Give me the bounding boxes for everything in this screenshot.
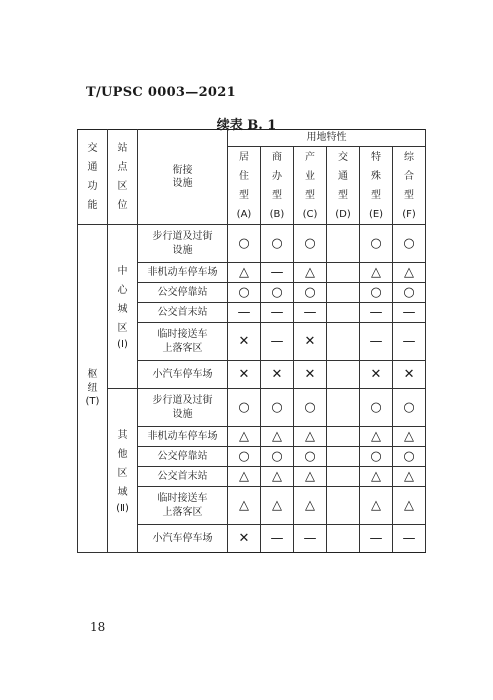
header-landuse-type: 特 殊 型 (E)	[360, 147, 393, 225]
suitability-cell: ○	[228, 389, 261, 427]
suitability-cell: △	[228, 467, 261, 487]
suitability-cell	[327, 323, 360, 361]
suitability-cell: ○	[294, 447, 327, 467]
suitability-cell: ✕	[228, 361, 261, 389]
suitability-cell: ○	[294, 225, 327, 263]
suitability-cell	[327, 263, 360, 283]
suitability-cell: ○	[228, 225, 261, 263]
suitability-cell: —	[393, 303, 426, 323]
suitability-cell: ○	[393, 283, 426, 303]
suitability-cell	[327, 283, 360, 303]
suitability-cell: ✕	[228, 525, 261, 553]
suitability-cell: ○	[294, 389, 327, 427]
suitability-cell	[327, 361, 360, 389]
header-landuse-type: 居 住 型 (A)	[228, 147, 261, 225]
header-landuse: 用地特性	[228, 130, 426, 147]
header-function: 交通功能	[78, 130, 108, 225]
facility-cell: 公交首末站	[138, 303, 228, 323]
zone-code: (Ⅰ)	[117, 338, 128, 350]
land-use-table	[77, 129, 426, 553]
suitability-cell: —	[360, 525, 393, 553]
suitability-cell: △	[360, 427, 393, 447]
suitability-cell: ○	[393, 225, 426, 263]
suitability-cell: △	[393, 487, 426, 525]
facility-cell: 步行道及过街 设施	[138, 389, 228, 427]
suitability-cell: ○	[360, 389, 393, 427]
facility-cell: 公交首末站	[138, 467, 228, 487]
suitability-cell: ○	[360, 447, 393, 467]
suitability-cell: —	[360, 323, 393, 361]
suitability-cell: ○	[294, 283, 327, 303]
suitability-cell	[327, 447, 360, 467]
suitability-cell: —	[393, 525, 426, 553]
zone-cell: 中心城区 (Ⅰ)	[108, 225, 138, 389]
facility-cell: 公交停靠站	[138, 283, 228, 303]
suitability-cell: ○	[261, 447, 294, 467]
suitability-cell: ○	[228, 447, 261, 467]
suitability-cell: ○	[360, 225, 393, 263]
suitability-cell: △	[360, 487, 393, 525]
suitability-cell: ○	[261, 225, 294, 263]
header-landuse-type: 商 办 型 (B)	[261, 147, 294, 225]
suitability-cell	[327, 427, 360, 447]
suitability-cell	[327, 467, 360, 487]
suitability-cell	[327, 303, 360, 323]
suitability-cell: ○	[393, 447, 426, 467]
suitability-cell: ✕	[294, 361, 327, 389]
facility-cell: 小汽车停车场	[138, 525, 228, 553]
facility-cell: 临时接送车 上落客区	[138, 487, 228, 525]
suitability-cell: ✕	[294, 323, 327, 361]
header-landuse-type: 产 业 型 (C)	[294, 147, 327, 225]
zone-cell: 其他区域 (Ⅱ)	[108, 389, 138, 553]
table-caption: 续表 B. 1	[216, 118, 277, 133]
suitability-cell: —	[261, 263, 294, 283]
suitability-cell: —	[261, 323, 294, 361]
suitability-cell: ○	[360, 283, 393, 303]
suitability-cell: △	[360, 467, 393, 487]
suitability-cell: △	[393, 467, 426, 487]
suitability-cell: △	[360, 263, 393, 283]
zone-code: (Ⅱ)	[116, 502, 129, 514]
header-location: 站点区位	[108, 130, 138, 225]
suitability-cell: △	[393, 263, 426, 283]
facility-cell: 非机动车停车场	[138, 427, 228, 447]
facility-cell: 临时接送车 上落客区	[138, 323, 228, 361]
standard-code: T/UPSC 0003—2021	[86, 85, 236, 100]
suitability-cell: △	[261, 467, 294, 487]
suitability-cell: △	[393, 427, 426, 447]
function-cell: 枢 纽 (T)	[78, 225, 108, 553]
suitability-cell: —	[261, 525, 294, 553]
suitability-cell: △	[294, 487, 327, 525]
suitability-cell: △	[228, 427, 261, 447]
suitability-cell: ✕	[261, 361, 294, 389]
facility-cell: 公交停靠站	[138, 447, 228, 467]
suitability-cell: ○	[393, 389, 426, 427]
suitability-cell: △	[294, 263, 327, 283]
header-landuse-type: 交 通 型 (D)	[327, 147, 360, 225]
suitability-cell	[327, 487, 360, 525]
suitability-cell: ✕	[360, 361, 393, 389]
suitability-cell: —	[261, 303, 294, 323]
suitability-cell: ○	[261, 389, 294, 427]
header-facility: 衔接 设施	[138, 130, 228, 225]
suitability-cell: △	[228, 263, 261, 283]
suitability-cell: —	[393, 323, 426, 361]
suitability-cell	[327, 525, 360, 553]
facility-cell: 非机动车停车场	[138, 263, 228, 283]
suitability-cell: ✕	[228, 323, 261, 361]
suitability-cell: ✕	[393, 361, 426, 389]
suitability-cell: —	[294, 303, 327, 323]
suitability-cell: △	[294, 427, 327, 447]
page-number: 18	[90, 620, 106, 634]
header-landuse-type: 综 合 型 (F)	[393, 147, 426, 225]
suitability-cell: △	[261, 427, 294, 447]
suitability-cell: ○	[228, 283, 261, 303]
facility-cell: 步行道及过街 设施	[138, 225, 228, 263]
suitability-cell	[327, 225, 360, 263]
suitability-cell: △	[261, 487, 294, 525]
suitability-cell: △	[294, 467, 327, 487]
suitability-cell: —	[228, 303, 261, 323]
suitability-cell: —	[360, 303, 393, 323]
suitability-cell	[327, 389, 360, 427]
suitability-cell: —	[294, 525, 327, 553]
facility-cell: 小汽车停车场	[138, 361, 228, 389]
suitability-cell: △	[228, 487, 261, 525]
suitability-cell: ○	[261, 283, 294, 303]
